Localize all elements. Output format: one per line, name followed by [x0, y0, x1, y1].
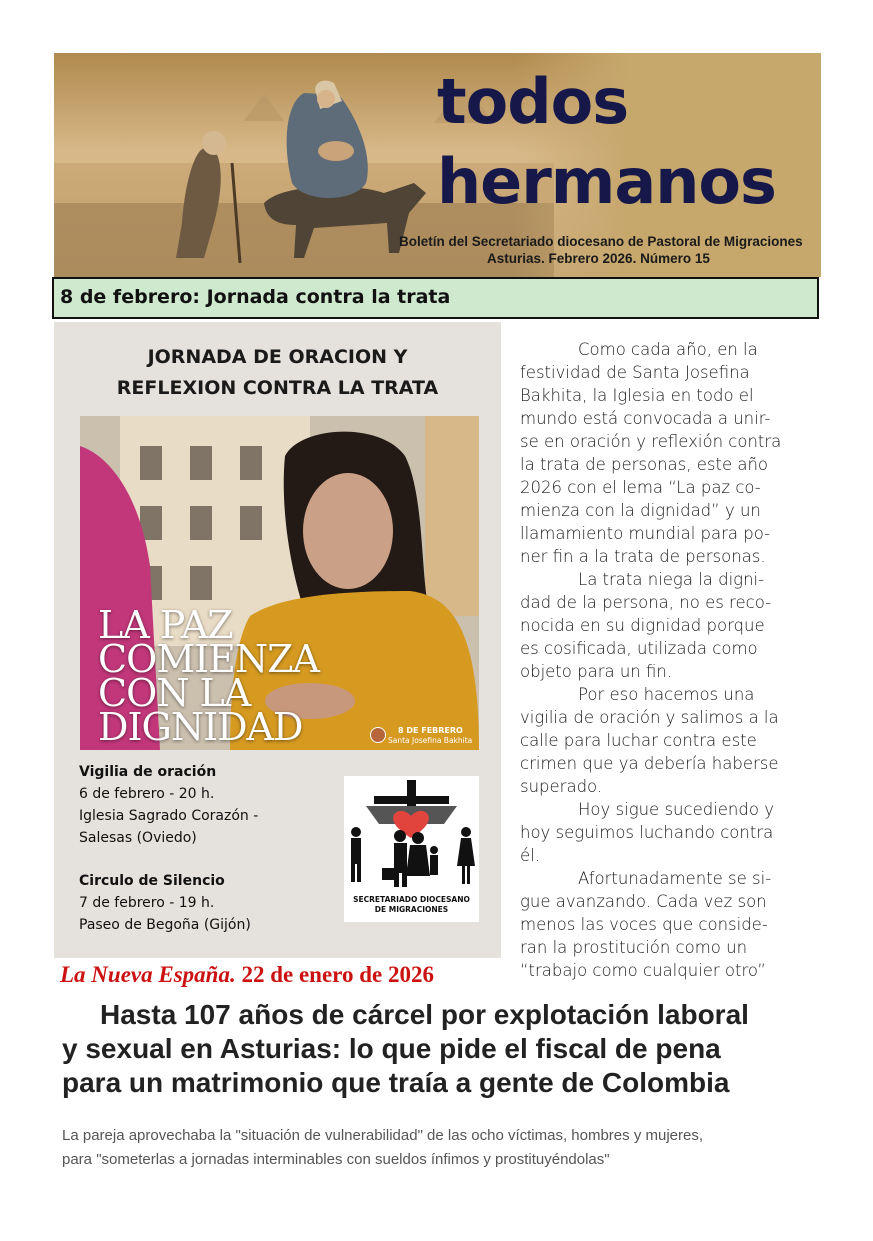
article-body-line: ran la prostitución como un — [520, 938, 748, 957]
article-body-line: él. — [520, 846, 540, 865]
article-body-line: hoy seguimos luchando contra — [520, 823, 774, 842]
masthead — [54, 53, 821, 277]
article-body-line: “trabajo como cualquier otro” — [520, 961, 766, 980]
migration-family-icon — [344, 776, 479, 891]
event1-line3: Salesas (Oviedo) — [79, 830, 197, 846]
event1-line1: 6 de febrero - 20 h. — [79, 786, 215, 802]
news-source-date: 22 de enero de 2026 — [241, 962, 434, 987]
masthead-title-line1: todos — [437, 65, 629, 138]
news-source — [60, 962, 434, 988]
article-body-line: calle para luchar contra este — [520, 731, 757, 750]
article-body-line: nocida en su dignidad porque — [520, 616, 765, 635]
slogan-line3: CON LA — [98, 671, 251, 715]
article-body-line: mundo está convocada a unir- — [520, 409, 771, 428]
event1-line2: Iglesia Sagrado Corazón - — [79, 808, 259, 824]
article-body-line: Afortunadamente se si- — [578, 869, 772, 888]
article-body-line: objeto para un fin. — [520, 662, 673, 681]
article-body-line: Como cada año, en la — [578, 340, 758, 359]
event2-title: Circulo de Silencio — [79, 873, 225, 889]
article-body-line: vigilia de oración y salimos a la — [520, 708, 779, 727]
lead-line2: para "someterlas a jornadas interminables con sueldos ínfimos y prostituyéndolas" — [62, 1151, 610, 1168]
article-body-line: menos las voces que conside- — [520, 915, 768, 934]
news-headline — [62, 998, 822, 1100]
masthead-title-line2: hermanos — [437, 145, 776, 218]
article-body-line: festividad de Santa Josefina — [520, 363, 750, 382]
headline-line2: y sexual en Asturias: lo que pide el fiscal de pena — [62, 1033, 721, 1064]
article-body-line: superado. — [520, 777, 603, 796]
article-body-line: Bakhita, la Iglesia en todo el — [520, 386, 754, 405]
logo-text-line2: DE MIGRACIONES — [374, 905, 449, 914]
article-body-line: dad de la persona, no es reco- — [520, 593, 772, 612]
event2-line1: 7 de febrero - 19 h. — [79, 895, 215, 911]
poster-title-line2: REFLEXION CONTRA LA TRATA — [116, 377, 439, 399]
headline-line3: para un matrimonio que traía a gente de Colombia — [62, 1067, 730, 1098]
logo-text-line1: SECRETARIADO DIOCESANO — [353, 895, 470, 904]
event-poster — [54, 322, 501, 958]
masthead-issue: Asturias. Febrero 2026. Número 15 — [487, 251, 710, 266]
article-body-line: ner fin a la trata de personas. — [520, 547, 766, 566]
article-body-line: la trata de personas, este año — [520, 455, 769, 474]
lead-line1: La pareja aprovechaba la "situación de vulnerabilidad" de las ocho víctimas, hombres y mujeres, — [62, 1127, 704, 1144]
slogan-line4: DIGNIDAD — [98, 705, 303, 749]
article-body-line: es cosificada, utilizada como — [520, 639, 758, 658]
article-body-line: gue avanzando. Cada vez son — [520, 892, 767, 911]
article-body-line: llamamiento mundial para po- — [520, 524, 771, 543]
article-body-line: Por eso hacemos una — [578, 685, 755, 704]
article-body-line: crimen que ya debería haberse — [520, 754, 779, 773]
masthead-subtitle: Boletín del Secretariado diocesano de Pastoral de Migraciones — [399, 234, 803, 249]
section-header-bar — [52, 277, 819, 319]
event1-title: Vigilia de oración — [79, 764, 217, 780]
poster-saint-tag: Santa Josefina Bakhita — [388, 736, 473, 745]
article-body-line: mienza con la dignidad” y un — [520, 501, 761, 520]
secretariado-logo — [344, 776, 479, 922]
article-body-line: 2026 con el lema “La paz co- — [520, 478, 761, 497]
article-body — [520, 338, 820, 982]
news-lead — [62, 1124, 822, 1172]
headline-line1: Hasta 107 años de cárcel por explotación laboral — [100, 999, 749, 1030]
saint-portrait-icon — [370, 727, 386, 743]
poster-date-tag: 8 DE FEBRERO — [398, 726, 463, 735]
article-body-line: Hoy sigue sucediendo y — [578, 800, 774, 819]
section-header-text: 8 de febrero: Jornada contra la trata — [60, 286, 451, 308]
slogan-line1: LA PAZ — [98, 603, 233, 647]
event2-line2: Paseo de Begoña (Gijón) — [79, 917, 251, 933]
article-body-line: La trata niega la digni- — [578, 570, 765, 589]
poster-title-line1: JORNADA DE ORACION Y — [147, 346, 408, 368]
slogan-line2: COMIENZA — [98, 637, 319, 681]
article-body-line: se en oración y reflexión contra — [520, 432, 782, 451]
news-source-name: La Nueva España. — [60, 962, 236, 987]
poster-photo — [80, 416, 479, 750]
